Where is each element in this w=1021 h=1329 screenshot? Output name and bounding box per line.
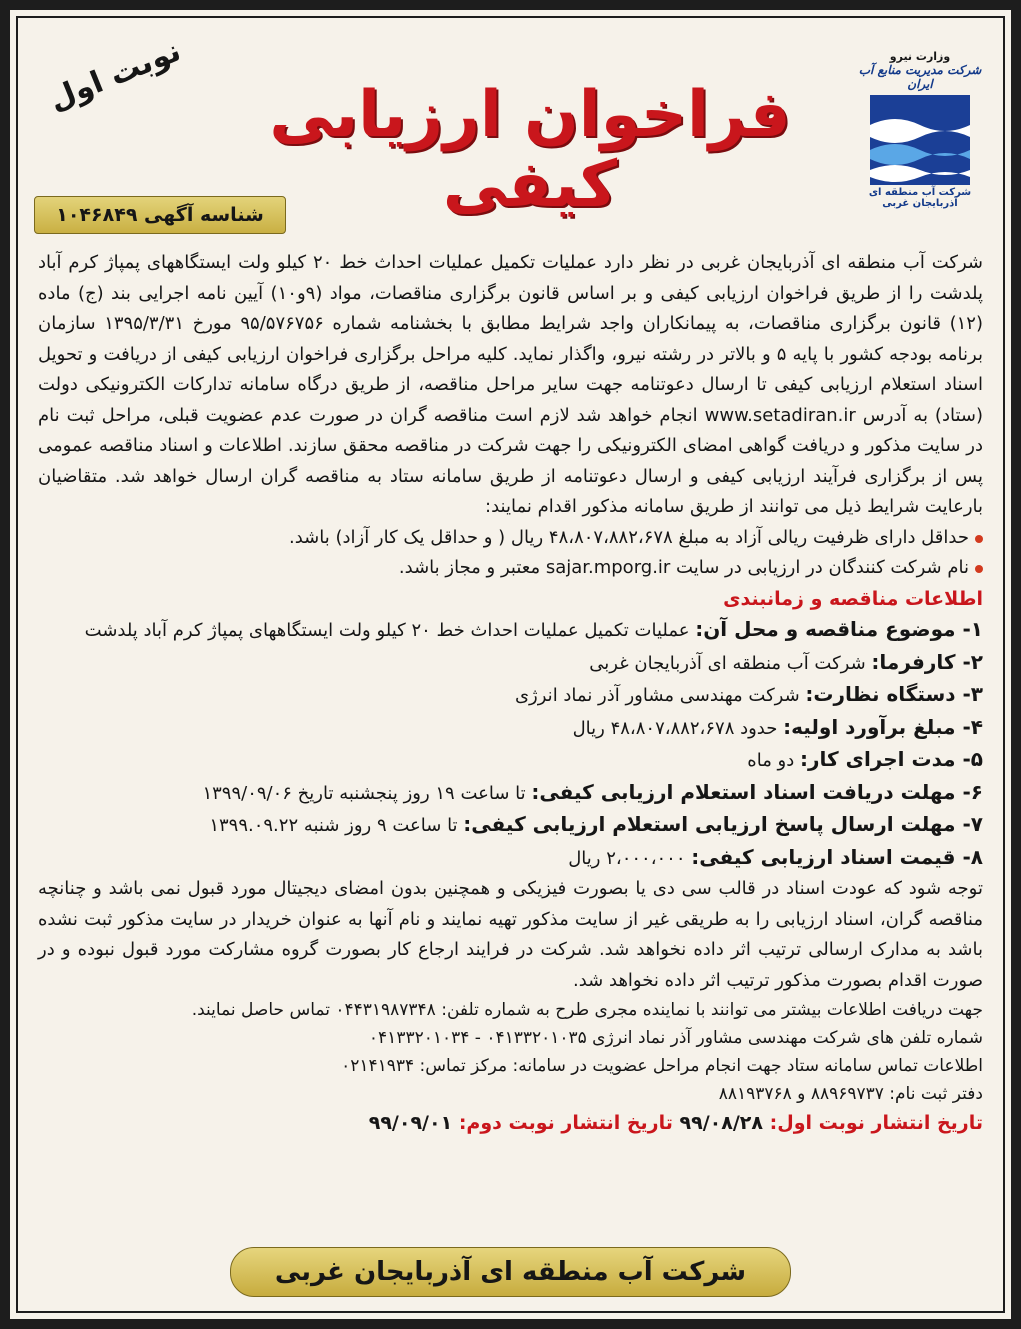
pub2-label: تاریخ انتشار نوبت دوم:: [458, 1112, 680, 1134]
logo-company-text: شرکت مدیریت منابع آب ایران: [858, 63, 982, 91]
contact-line-executor: جهت دریافت اطلاعات بیشتر می توانند با نماینده مجری طرح به شماره تلفن: ۰۴۴۳۱۹۸۷۳۴۸ تماس حاصل نمایند.: [191, 1000, 983, 1020]
publication-dates: [38, 1108, 983, 1139]
info-item: [38, 614, 983, 647]
info-item: [38, 647, 983, 680]
info-item-value: تا ساعت ۹ روز شنبه ۱۳۹۹.۰۹.۲۲: [209, 815, 464, 836]
info-item-value: شرکت مهندسی مشاور آذر نماد انرژی: [514, 685, 806, 706]
contact-line-registration: دفتر ثبت نام: ۸۸۹۶۹۷۳۷ و ۸۸۱۹۳۷۶۸: [718, 1084, 983, 1104]
info-item: [38, 842, 983, 875]
turn-label: نوبت اول: [44, 33, 186, 118]
footer-company-banner: شرکت آب منطقه ای آذربایجان غربی: [230, 1247, 791, 1297]
info-item-value: حدود ۴۸،۸۰۷،۸۸۲،۶۷۸ ریال: [572, 717, 784, 739]
info-item-value: تا ساعت ۱۹ روز پنجشنبه تاریخ ۱۳۹۹/۰۹/۰۶: [202, 782, 532, 804]
logo-regional-company-text: شرکت آب منطقه ای آذربایجان غربی: [868, 187, 972, 209]
contact-line-setad: اطلاعات تماس سامانه ستاد جهت انجام مراحل عضویت در سامانه: مرکز تماس: ۰۲۱۴۱۹۳۴: [341, 1056, 983, 1076]
info-item: [38, 712, 983, 745]
info-item-label: ۴- مبلغ برآورد اولیه:: [783, 714, 983, 739]
condition-bullet-capacity: حداقل دارای ظرفیت ریالی آزاد به مبلغ ۴۸،۸۰۷،۸۸۲،۶۷۸ ریال ( و حداقل یک کار آزاد) باشد.: [38, 523, 983, 554]
pub1-value: ۹۹/۰۸/۲۸: [679, 1112, 770, 1134]
info-item: [38, 744, 983, 777]
advertisement-body: [38, 248, 983, 1139]
info-item-value: عملیات تکمیل عملیات احداث خط ۲۰ کیلو ولت ایستگاههای پمپاژ کرم آباد پلدشت: [84, 620, 696, 641]
info-item-label: ۲- کارفرما:: [871, 649, 983, 674]
section-title: اطلاعات مناقصه و زمانبندی: [723, 587, 983, 610]
info-item: [38, 809, 983, 842]
ad-id-badge: شناسه آگهی ۱۰۴۶۸۴۹: [34, 196, 286, 234]
info-item-label: ۸- قیمت اسناد ارزیابی کیفی:: [691, 844, 983, 869]
logo-ministry-text: وزارت نیرو: [889, 50, 951, 63]
info-item-label: ۶- مهلت دریافت اسناد استعلام ارزیابی کیفی:: [531, 779, 983, 804]
condition-bullet-registration: نام شرکت کنندگان در ارزیابی در سایت sajar.mporg.ir معتبر و مجاز باشد.: [38, 553, 983, 584]
pub2-value: ۹۹/۰۹/۰۱: [368, 1112, 459, 1134]
pub1-label: تاریخ انتشار نوبت اول:: [769, 1112, 983, 1134]
info-item-label: ۳- دستگاه نظارت:: [805, 682, 983, 706]
page-title: فراخوان ارزیابی کیفی: [269, 78, 791, 223]
info-item: [38, 777, 983, 810]
water-waves-icon: [870, 95, 970, 185]
info-item: [38, 679, 983, 712]
ministry-logo: [855, 50, 985, 209]
info-item-label: ۷- مهلت ارسال پاسخ ارزیابی استعلام ارزیابی کیفی:: [463, 812, 983, 836]
contact-line-consultant: شماره تلفن های شرکت مهندسی مشاور آذر نماد انرژی ۰۴۱۳۳۲۰۱۰۳۵ - ۰۴۱۳۳۲۰۱۰۳۴: [368, 1028, 983, 1048]
intro-paragraph: شرکت آب منطقه ای آذربایجان غربی در نظر دارد عملیات تکمیل عملیات احداث خط ۲۰ کیلو ولت ایستگاههای پمپاژ کرم آباد پلدشت را از طریق فراخوان ارزیابی کیفی و بر اساس قانون برگزاری مناقصات، مواد (۹و۱۰) آیین نامه اجرایی بند (ج) ماده (۱۲) قانون برگزاری مناقصات، به پیمانکاران واجد شرایط مطابق با بخشنامه شماره ۹۵/۵۷۶۷۵۶ مورخ ۱۳۹۵/۳/۳۱ سازمان برنامه بودجه کشور با پایه ۵ و بالاتر در رشته نیرو، واگذار نماید. کلیه مراحل برگزاری فراخوان ارزیابی کیفی از دریافت و تحویل اسناد استعلام ارزیابی کیفی تا ارسال دعوتنامه جهت سایر مراحل مناقصه، از طریق درگاه سامانه تدارکات الکترونیکی دولت (ستاد) به آدرس www.setadiran.ir انجام خواهد شد لازم است مناقصه گران در صورت عدم عضویت قبلی، مراحل ثبت نام در سایت مذکور و دریافت گواهی امضای الکترونیکی را جهت شرکت در مناقصه محقق سازند. اطلاعات و اسناد مناقصه عمومی پس از برگزاری فرآیند ارزیابی کیفی و ارسال دعوتنامه از طریق سامانه ستاد به مناقصه گران ارسال خواهد شد. متقاضیان بارعایت شرایط ذیل می توانند از طریق سامانه مذکور اقدام نمایند:: [38, 252, 984, 517]
info-item-label: ۵- مدت اجرای کار:: [800, 747, 983, 771]
notice-paragraph: توجه شود که عودت اسناد در قالب سی دی یا بصورت فیزیکی و همچنین بدون امضای دیجیتال مورد قبول نمی باشد و چنانچه مناقصه گران، اسناد ارزیابی را به طریقی غیر از سایت مذکور تهیه نمایند و نام آنها به عنوان خریدار در سایت مذکور ثبت نشده باشد به مدارک ارسالی ترتیب اثر داده نخواهد شد. شرکت در فرایند ارجاع کار بصورت گروه مشارکت مورد قبول نبوده و در صورت اقدام بصورت مذکور ترتیب اثر داده نخواهد شد.: [38, 878, 983, 991]
info-item-value: ۲،۰۰۰،۰۰۰ ریال: [568, 847, 692, 869]
info-item-label: ۱- موضوع مناقصه و محل آن:: [695, 617, 983, 641]
info-item-value: شرکت آب منطقه ای آذربایجان غربی: [589, 652, 872, 674]
info-item-value: دو ماه: [747, 750, 800, 771]
